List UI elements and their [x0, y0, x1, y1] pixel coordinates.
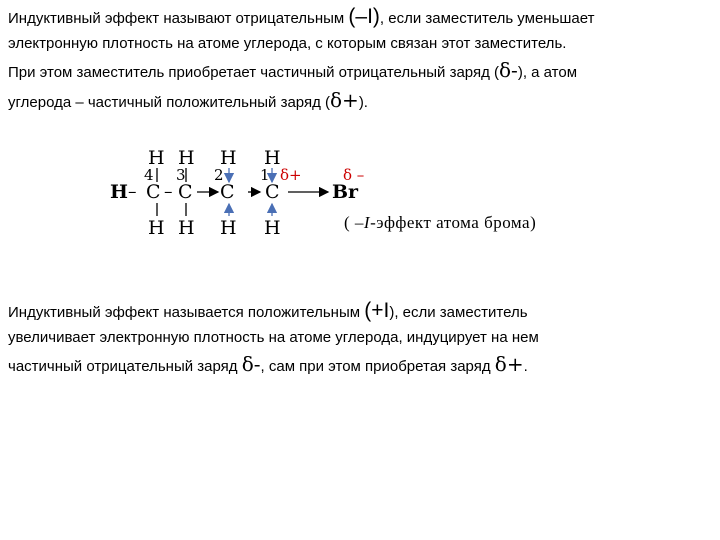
minus-i-symbol: (–I) [348, 5, 380, 28]
p1-line4-text: углерода – частичный положительный заряд ( [8, 94, 330, 111]
paragraph-positive-effect-line-1 [8, 300, 528, 323]
p1-line3-tail: ), а атом [517, 64, 578, 81]
charge-delta-plus: δ+ [280, 166, 302, 184]
p1-line1-tail: , если заместитель уменьшает [379, 10, 595, 27]
p2-line1-text: Индуктивный эффект называется положительным [8, 304, 365, 321]
note-rest: -эффект атома брома) [370, 213, 537, 232]
p2-line3-mid: , сам при этом приобретая заряд [260, 358, 495, 375]
plus-i-symbol: (+I [364, 299, 390, 322]
bromine-effect-note [344, 213, 536, 233]
carbon-2: C [220, 181, 235, 203]
bromine-atom: Br [332, 181, 359, 203]
carbon-number-3: 3 [176, 166, 186, 184]
p1-line1-text: Индуктивный эффект называют отрицательным [8, 10, 349, 27]
p1-line3-text: При этом заместитель приобретает частичный отрицательный заряд ( [8, 64, 500, 81]
delta-minus-symbol: δ- [499, 58, 518, 82]
hydrogen-bottom-3: H [178, 217, 195, 239]
p2-line3-tail: . [523, 358, 528, 375]
paragraph-positive-effect-line-3 [8, 354, 528, 377]
carbon-number-1: 1 [260, 166, 270, 184]
hydrogen-left: H [110, 181, 128, 203]
hydrogen-top-2: H [220, 147, 237, 169]
hydrogen-top-3: H [178, 147, 195, 169]
bromoalkane-structural-formula [100, 140, 600, 250]
p2-line2-text: увеличивает электронную плотность на атоме углерода, индуцирует на нем [8, 329, 539, 346]
carbon-number-2: 2 [214, 166, 224, 184]
carbon-4: C [146, 181, 161, 203]
p1-line4-tail: ). [358, 94, 368, 111]
carbon-1: C [265, 181, 280, 203]
hydrogen-bottom-2: H [220, 217, 237, 239]
delta-plus-symbol-2: δ+ [494, 352, 524, 376]
hydrogen-top-4: H [148, 147, 165, 169]
p2-line1-tail: ), если заместитель [389, 304, 528, 321]
hydrogen-bottom-4: H [148, 217, 165, 239]
hydrogen-bottom-1: H [264, 217, 281, 239]
charge-delta-minus: δ – [343, 166, 365, 184]
bond-dash-2: – [164, 182, 173, 202]
p2-line3-text: частичный отрицательный заряд [8, 358, 242, 375]
note-open: ( – [344, 213, 364, 232]
paragraph-negative-effect-line-4 [8, 90, 368, 113]
carbon-number-4: 4 [144, 166, 154, 184]
delta-plus-symbol: δ+ [330, 88, 359, 112]
paragraph-negative-effect-line-3 [8, 60, 577, 83]
paragraph-negative-effect-line-1 [8, 6, 594, 29]
carbon-3: C [178, 181, 193, 203]
delta-minus-symbol-2: δ- [241, 352, 261, 376]
hydrogen-top-1: H [264, 147, 281, 169]
p1-line2-text: электронную плотность на атоме углерода, с которым связан этот заместитель. [8, 35, 567, 52]
paragraph-negative-effect-line-2 [8, 33, 566, 54]
bond-dash-1: – [128, 182, 137, 202]
paragraph-positive-effect-line-2 [8, 327, 539, 348]
note-i-symbol: I [363, 213, 371, 232]
